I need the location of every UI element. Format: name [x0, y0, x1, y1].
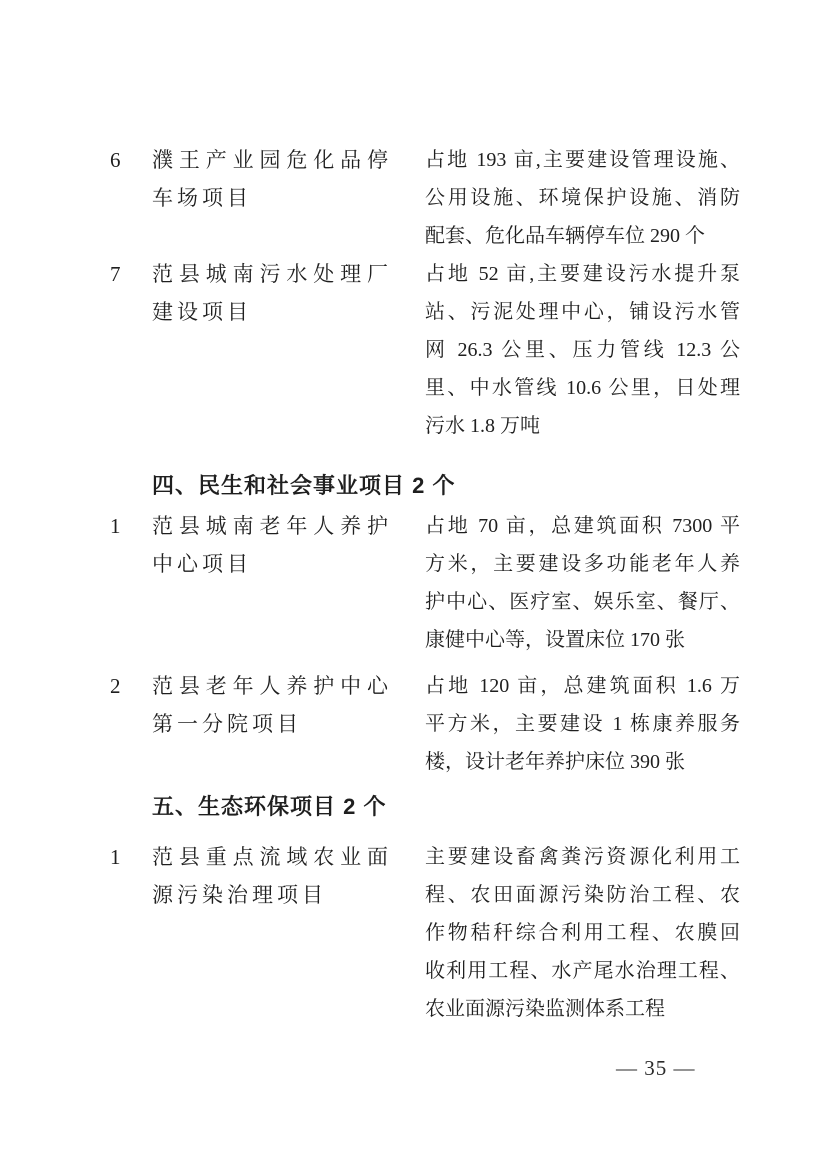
- section-header-shengtai: 五、生态环保项目 2 个: [152, 794, 387, 819]
- description-line: 占地 70 亩，总建筑面积 7300 平: [425, 515, 740, 537]
- description-line: 占地 193 亩,主要建设管理设施、: [425, 149, 740, 171]
- section-header-minsheng: 四、民生和社会事业项目 2 个: [152, 473, 456, 498]
- description-line: 里、中水管线 10.6 公里，日处理: [425, 377, 740, 399]
- project-name: 范县重点流域农业面源污染治理项目: [152, 845, 392, 907]
- project-name: 濮王产业园危化品停车场项目: [152, 148, 392, 210]
- description-line: 农业面源污染监测体系工程: [425, 998, 665, 1020]
- table-row: [110, 838, 740, 1028]
- table-row: [110, 507, 740, 659]
- project-description: [425, 667, 740, 781]
- table-row: [110, 141, 740, 255]
- project-description: [425, 255, 740, 445]
- table-row: [110, 667, 740, 781]
- project-description: [425, 507, 740, 659]
- description-line: 楼，设计老年养护床位 390 张: [425, 751, 685, 773]
- description-line: 方米，主要建设多功能老年人养: [425, 553, 740, 575]
- project-name: 范县城南污水处理厂建设项目: [152, 262, 392, 324]
- page-number: — 35 —: [616, 1056, 696, 1080]
- description-line: 占地 52 亩,主要建设污水提升泵: [425, 263, 740, 285]
- description-line: 网 26.3 公里、压力管线 12.3 公: [425, 339, 740, 361]
- description-line: 护中心、医疗室、娱乐室、餐厅、: [425, 591, 740, 613]
- description-line: 平方米，主要建设 1 栋康养服务: [425, 713, 740, 735]
- description-line: 主要建设畜禽粪污资源化利用工: [425, 846, 740, 868]
- table-row: [110, 255, 740, 445]
- item-number: 6: [110, 148, 121, 172]
- description-line: 配套、危化品车辆停车位 290 个: [425, 225, 705, 247]
- project-description: [425, 838, 740, 1028]
- project-name: 范县城南老年人养护中心项目: [152, 514, 392, 576]
- item-number: 7: [110, 262, 121, 286]
- description-line: 作物秸秆综合利用工程、农膜回: [425, 922, 740, 944]
- project-name: 范县老年人养护中心第一分院项目: [152, 674, 392, 736]
- description-line: 污水 1.8 万吨: [425, 415, 540, 437]
- item-number: 2: [110, 674, 121, 698]
- description-line: 站、污泥处理中心，铺设污水管: [425, 301, 740, 323]
- project-description: [425, 141, 740, 255]
- description-line: 占地 120 亩，总建筑面积 1.6 万: [425, 675, 740, 697]
- item-number: 1: [110, 845, 121, 869]
- project-list: [110, 141, 740, 1028]
- description-line: 康健中心等，设置床位 170 张: [425, 629, 685, 651]
- item-number: 1: [110, 514, 121, 538]
- description-line: 公用设施、环境保护设施、消防: [425, 187, 740, 209]
- description-line: 收利用工程、水产尾水治理工程、: [425, 960, 740, 982]
- description-line: 程、农田面源污染防治工程、农: [425, 884, 740, 906]
